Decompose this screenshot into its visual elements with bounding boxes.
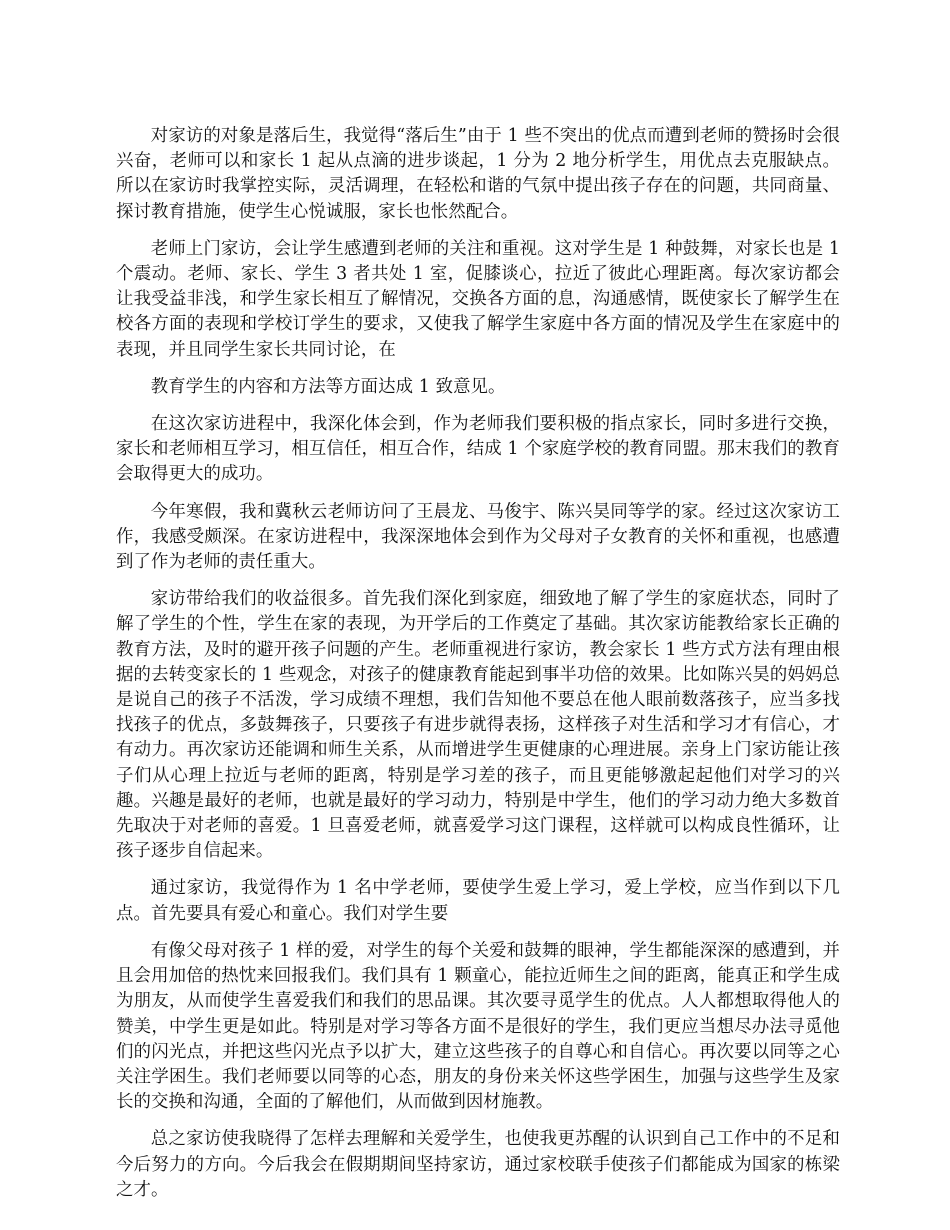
paragraph-8: 有像父母对孩子 1 样的爱，对学生的每个关爱和鼓舞的眼神，学生都能深深的感遭到，并且会用加倍的热忱来回报我们。我们具有 1 颗童心，能拉近师生之间的距离，能真正和学生成为朋友，从而使学生喜爱我们和我们的思品课。其次要寻觅学生的优点。人人都想取得他人的赞美，中学生更是如此。特别是对学习等各方面不是很好的学生，我们更应当想尽办法寻觅他们的闪光点，并把这些闪光点予以扩大，建立这些孩子的自尊心和自信心。再次要以同等之心关注学困生。我们老师要以同等的心态，朋友的身份来关怀这些学困生，加强与这些学生及家长的交换和沟通，全面的了解他们，从而做到因材施教。 xyxy=(116,940,840,1113)
paragraph-6: 家访带给我们的收益很多。首先我们深化到家庭，细致地了解了学生的家庭状态，同时了解了学生的个性，学生在家的表现，为开学后的工作奠定了基础。其次家访能教给家长正确的教育方法，及时的避开孩子问题的产生。老师重视进行家访，教会家长 1 些方式方法有理由根据的去转变家长的 1 些观念，对孩子的健康教育能起到事半功倍的效果。比如陈兴昊的妈妈总是说自己的孩子不活泼，学习成绩不理想，我们告知他不要总在他人眼前数落孩子，应当多找找孩子的优点，多鼓舞孩子，只要孩子有进步就得表扬，这样孩子对生活和学习才有信心，才有动力。再次家访还能调和师生关系，从而增进学生更健康的心理进展。亲身上门家访能让孩子们从心理上拉近与老师的距离，特别是学习差的孩子，而且更能够激起起他们对学习的兴趣。兴趣是最好的老师，也就是最好的学习动力，特别是中学生，他们的学习动力绝大多数首先取决于对老师的喜爱。1 旦喜爱老师，就喜爱学习这门课程，这样就可以构成良性循环，让孩子逐步自信起来。 xyxy=(116,589,840,862)
paragraph-2: 老师上门家访，会让学生感遭到老师的关注和重视。这对学生是 1 种鼓舞，对家长也是 1 个震动。老师、家长、学生 3 者共处 1 室，促膝谈心，拉近了彼此心理距离。每次家访都会让我受益非浅，和学生家长相互了解情况，交换各方面的息，沟通感情，既使家长了解学生在校各方面的表现和学校订学生的要求，又使我了解学生家庭中各方面的情况及学生在家庭中的表现，并且同学生家长共同讨论，在 xyxy=(116,238,840,360)
document-page xyxy=(116,124,840,1203)
paragraph-3: 教育学生的内容和方法等方面达成 1 致意见。 xyxy=(150,376,506,397)
paragraph-4: 在这次家访进程中，我深化体会到，作为老师我们要积极的指点家长，同时多进行交换，家长和老师相互学习，相互信任，相互合作，结成 1 个家庭学校的教育同盟。那末我们的教育会取得更大的成功。 xyxy=(116,414,840,485)
paragraph-5: 今年寒假，我和冀秋云老师访问了王晨龙、马俊宇、陈兴昊同等学的家。经过这次家访工作，我感受颇深。在家访进程中，我深深地体会到作为父母对子女教育的关怀和重视，也感遭到了作为老师的责任重大。 xyxy=(116,501,840,573)
paragraph-7: 通过家访，我觉得作为 1 名中学老师，要使学生爱上学习，爱上学校，应当作到以下几点。首先要具有爱心和童心。我们对学生要 xyxy=(116,878,840,924)
paragraph-1: 对家访的对象是落后生，我觉得“落后生”由于 1 些不突出的优点而遭到老师的赞扬时会很兴奋，老师可以和家长 1 起从点滴的进步谈起，1 分为 2 地分析学生，用优点去克服缺点。所以在家访时我掌控实际，灵活调理，在轻松和谐的气氛中提出孩子存在的问题，共同商量、探讨教育措施，使学生心悦诚服，家长也怅然配合。 xyxy=(116,126,840,222)
paragraph-9: 总之家访使我晓得了怎样去理解和关爱学生，也使我更苏醒的认识到自己工作中的不足和今后努力的方向。今后我会在假期期间坚持家访，通过家校联手使孩子们都能成为国家的栋梁之才。 xyxy=(116,1129,840,1200)
